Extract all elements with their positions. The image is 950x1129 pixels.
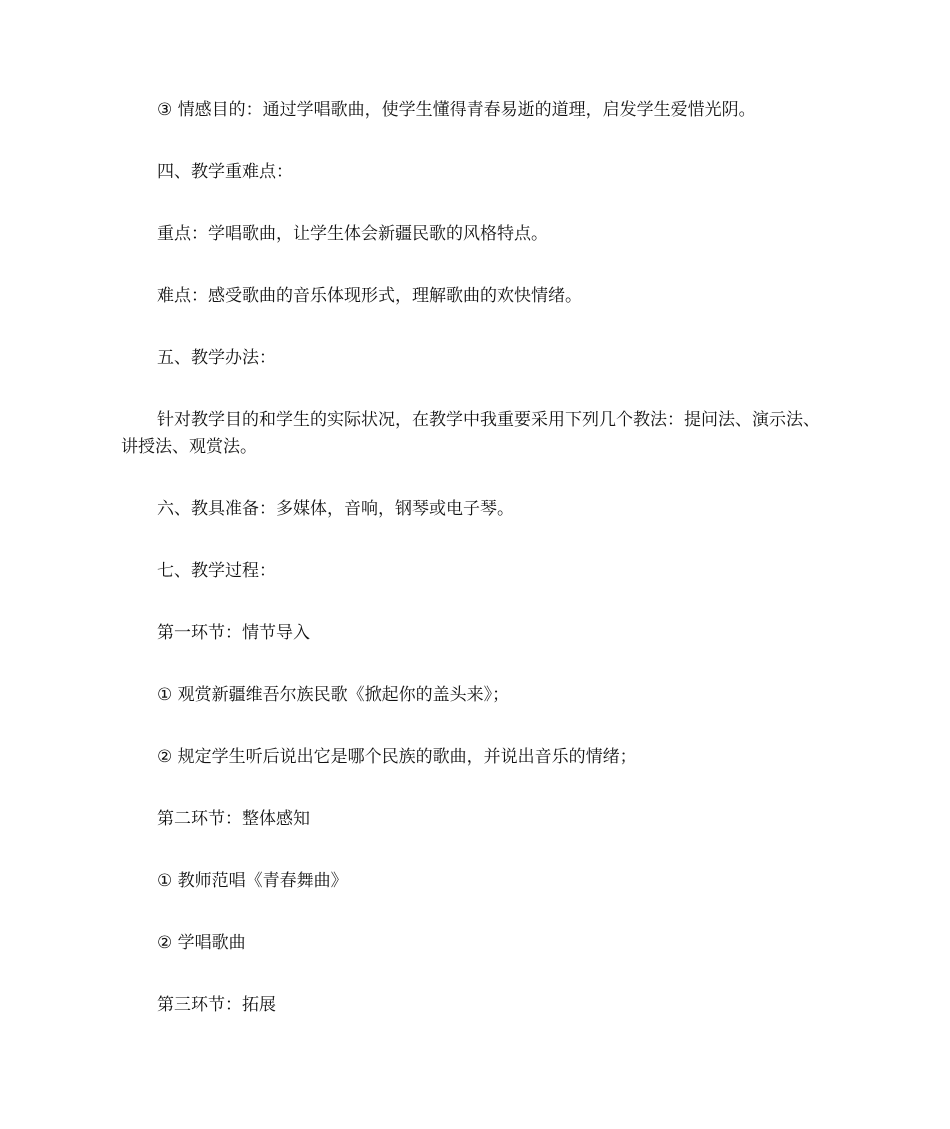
heading-teaching-methods: 五、教学办法： bbox=[157, 348, 276, 368]
list-item-step-one-1: ① 观赏新疆维吾尔族民歌《掀起你的盖头来》； bbox=[157, 685, 510, 705]
heading-step-two: 第二环节：整体感知 bbox=[157, 809, 310, 829]
list-item-step-one-2: ② 规定学生听后说出它是哪个民族的歌曲，并说出音乐的情绪； bbox=[157, 747, 637, 767]
paragraph-difficult-point: 难点：感受歌曲的音乐体现形式，理解歌曲的欢快情绪。 bbox=[157, 286, 582, 306]
document-body bbox=[121, 97, 831, 1054]
heading-key-difficult-points: 四、教学重难点： bbox=[157, 162, 293, 182]
paragraph-teaching-methods: 针对教学目的和学生的实际状况，在教学中我重要采用下列几个教法：提问法、演示法、讲授法、观赏法。 bbox=[121, 410, 820, 457]
heading-step-three: 第三环节：拓展 bbox=[157, 995, 276, 1015]
heading-teaching-process: 七、教学过程： bbox=[157, 561, 276, 581]
heading-step-one: 第一环节：情节导入 bbox=[157, 623, 310, 643]
list-item-step-two-2: ② 学唱歌曲 bbox=[157, 933, 246, 953]
list-item-step-two-1: ① 教师范唱《青春舞曲》 bbox=[157, 871, 348, 891]
paragraph-key-point: 重点：学唱歌曲，让学生体会新疆民歌的风格特点。 bbox=[157, 224, 548, 244]
paragraph-emotional-goal: ③ 情感目的：通过学唱歌曲，使学生懂得青春易逝的道理，启发学生爱惜光阴。 bbox=[157, 100, 756, 120]
paragraph-teaching-aids: 六、教具准备：多媒体，音响，钢琴或电子琴。 bbox=[157, 499, 514, 519]
